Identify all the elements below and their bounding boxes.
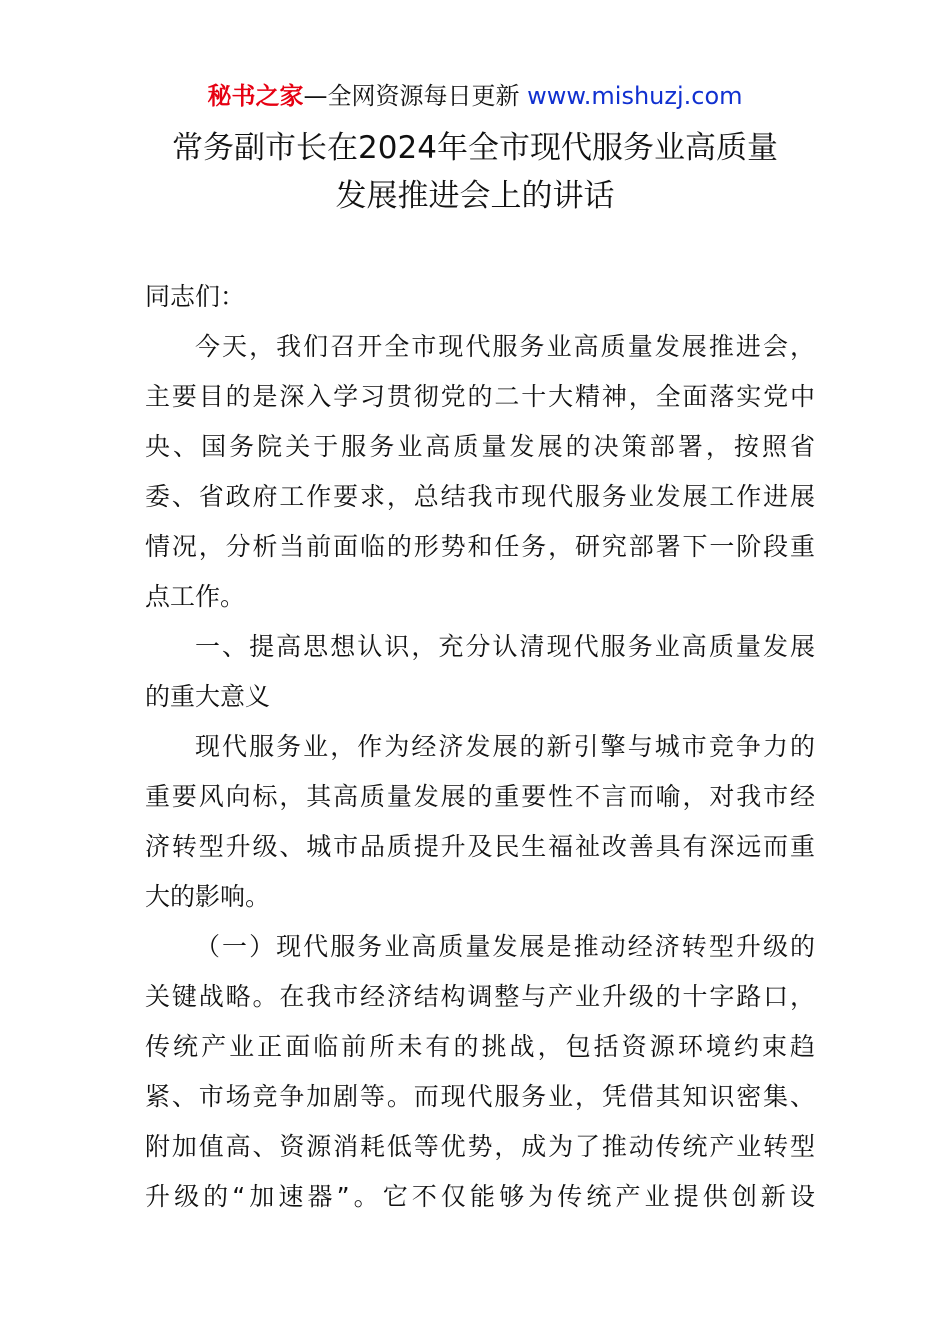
brand-name: 秘书之家	[207, 82, 304, 110]
document-title-line-2: 发展推进会上的讲话	[335, 178, 615, 214]
paragraph-line: 升级的“加速器”。它不仅能够为传统产业提供创新设	[145, 1182, 815, 1211]
paragraph-line: 委、省政府工作要求，总结我市现代服务业发展工作进展	[145, 482, 815, 511]
salutation: 同志们：	[145, 282, 246, 311]
paragraph-line: 传统产业正面临前所未有的挑战，包括资源环境约束趋	[145, 1032, 815, 1061]
paragraph-significance	[145, 722, 815, 922]
heading-line: 一、提高思想认识，充分认清现代服务业高质量发展	[195, 632, 815, 661]
paragraph-line: 大的影响。	[145, 882, 271, 911]
paragraph-line: 今天，我们召开全市现代服务业高质量发展推进会，	[195, 332, 815, 361]
header-tagline: —全网资源每日更新	[303, 82, 520, 110]
paragraph-line: （一）现代服务业高质量发展是推动经济转型升级的	[195, 932, 815, 961]
paragraph-intro	[145, 322, 815, 622]
paragraph-line: 主要目的是深入学习贯彻党的二十大精神，全面落实党中	[145, 382, 815, 411]
heading-line: 的重大意义	[145, 682, 271, 711]
paragraph-line: 点工作。	[145, 582, 246, 611]
paragraph-line: 现代服务业，作为经济发展的新引擎与城市竞争力的	[195, 732, 815, 761]
paragraph-line: 关键战略。在我市经济结构调整与产业升级的十字路口，	[145, 982, 815, 1011]
paragraph-point-1	[145, 922, 815, 1222]
paragraph-line: 重要风向标，其高质量发展的重要性不言而喻，对我市经	[145, 782, 815, 811]
paragraph-line: 紧、市场竞争加剧等。而现代服务业，凭借其知识密集、	[145, 1082, 815, 1111]
site-url[interactable]: www.mishuzj.com	[527, 82, 743, 110]
document-title-line-1: 常务副市长在2024年全市现代服务业高质量	[172, 130, 778, 166]
site-header	[0, 80, 950, 112]
paragraph-line: 济转型升级、城市品质提升及民生福祉改善具有深远而重	[145, 832, 815, 861]
section-heading-1	[145, 622, 815, 722]
paragraph-line: 央、国务院关于服务业高质量发展的决策部署，按照省	[145, 432, 815, 461]
paragraph-line: 附加值高、资源消耗低等优势，成为了推动传统产业转型	[145, 1132, 815, 1161]
paragraph-line: 情况，分析当前面临的形势和任务，研究部署下一阶段重	[145, 532, 815, 561]
